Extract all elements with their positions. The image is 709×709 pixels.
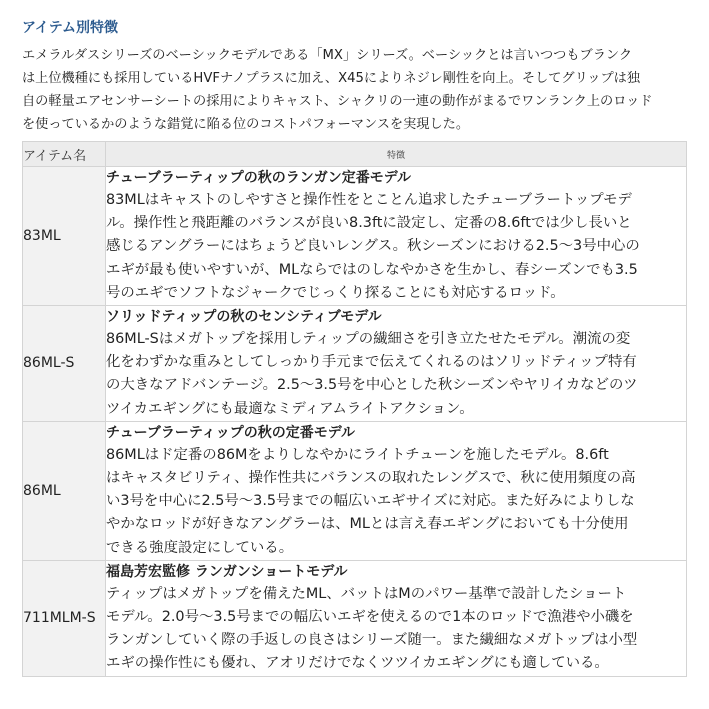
table-row <box>23 167 687 306</box>
item-name-cell: 711MLM-S <box>23 560 106 676</box>
feature-line: 号のエギでソフトなジャークでじっくり探ることにも対応するロッド。 <box>106 284 565 301</box>
intro-line: エメラルダスシリーズのベーシックモデルである「MX」シリーズ。ベーシックとは言いつつもブランク <box>22 48 633 63</box>
feature-line: ル。操作性と飛距離のバランスが良い8.3ftに設定し、定番の8.6ftでは少し長いと <box>106 215 632 232</box>
feature-heading: チューブラーティップの秋のランガン定番モデル <box>106 170 412 186</box>
feature-cell <box>106 560 687 676</box>
header-feature: 特徴 <box>106 142 687 167</box>
header-item-name: アイテム名 <box>23 142 106 167</box>
intro-paragraph <box>22 44 690 136</box>
item-name-cell: 86ML <box>23 421 106 560</box>
item-name-cell: 86ML-S <box>23 306 106 422</box>
table-row <box>23 560 687 676</box>
item-feature-table <box>22 141 687 677</box>
table-header-row <box>23 142 687 167</box>
intro-line: を使っているかのような錯覚に陥る位のコストパフォーマンスを実現した。 <box>22 117 470 132</box>
feature-line: 86ML-Sはメガトップを採用しティップの繊細さを引き立たせたモデル。潮流の変 <box>106 331 631 348</box>
feature-line: エギが最も使いやすいが、MLならではのしなやかさを生かし、春シーズンでも3.5 <box>106 261 638 278</box>
feature-line: はキャスタビリティ、操作性共にバランスの取れたレングスで、秋に使用頻度の高 <box>106 470 636 487</box>
feature-line: い3号を中心に2.5号～3.5号までの幅広いエギサイズに対応。また好みによりしな <box>106 493 635 510</box>
intro-line: 自の軽量エアセンサーシートの採用によりキャスト、シャクリの一連の動作がまるでワンランク上のロッド <box>22 94 653 109</box>
feature-cell <box>106 421 687 560</box>
feature-line: エギの操作性にも優れ、アオリだけでなくツツイカエギングにも適している。 <box>106 655 609 672</box>
feature-line: ツイカエギングにも最適なミディアムライトアクション。 <box>106 400 474 417</box>
section-title: アイテム別特徴 <box>22 20 119 36</box>
feature-heading: ソリッドティップの秋のセンシティブモデル <box>106 309 382 326</box>
feature-line: できる強度設定にしている。 <box>106 539 294 556</box>
intro-line: は上位機種にも採用しているHVFナノプラスに加え、X45によりネジレ剛性を向上。そしてグリップは独 <box>22 71 641 86</box>
feature-line: 感じるアングラーにはちょうど良いレングス。秋シーズンにおける2.5～3号中心の <box>106 238 640 255</box>
feature-line: 83MLはキャストのしやすさと操作性をとことん追求したチューブラートップモデ <box>106 192 632 208</box>
feature-line: 化をわずかな重みとしてしっかり手元まで伝えてくれるのはソリッドティップ特有 <box>106 354 637 371</box>
feature-cell <box>106 167 687 306</box>
feature-line: 86MLはド定番の86Mをよりしなやかにライトチューンを施したモデル。8.6ft <box>106 446 609 463</box>
feature-heading: チューブラーティップの秋の定番モデル <box>106 424 356 441</box>
feature-line: ランガンしていく際の手返しの良さはシリーズ随一。また繊細なメガトップは小型 <box>106 632 638 649</box>
feature-line: モデル。2.0号～3.5号までの幅広いエギを使えるので1本のロッドで漁港や小磯を <box>106 609 634 626</box>
feature-cell <box>106 306 687 422</box>
feature-line: ティップはメガトップを備えたML、バットはMのパワー基準で設計したショート <box>106 585 627 602</box>
table-row <box>23 421 687 560</box>
feature-line: やかなロッドが好きなアングラーは、MLとは言え春エギングにおいても十分使用 <box>106 516 629 533</box>
feature-heading: 福島芳宏監修 ランガンショートモデル <box>106 563 348 580</box>
item-name-cell: 83ML <box>23 167 106 306</box>
feature-line: の大きなアドバンテージ。2.5～3.5号を中心とした秋シーズンやヤリイカなどのツ <box>106 377 638 394</box>
table-row <box>23 306 687 422</box>
